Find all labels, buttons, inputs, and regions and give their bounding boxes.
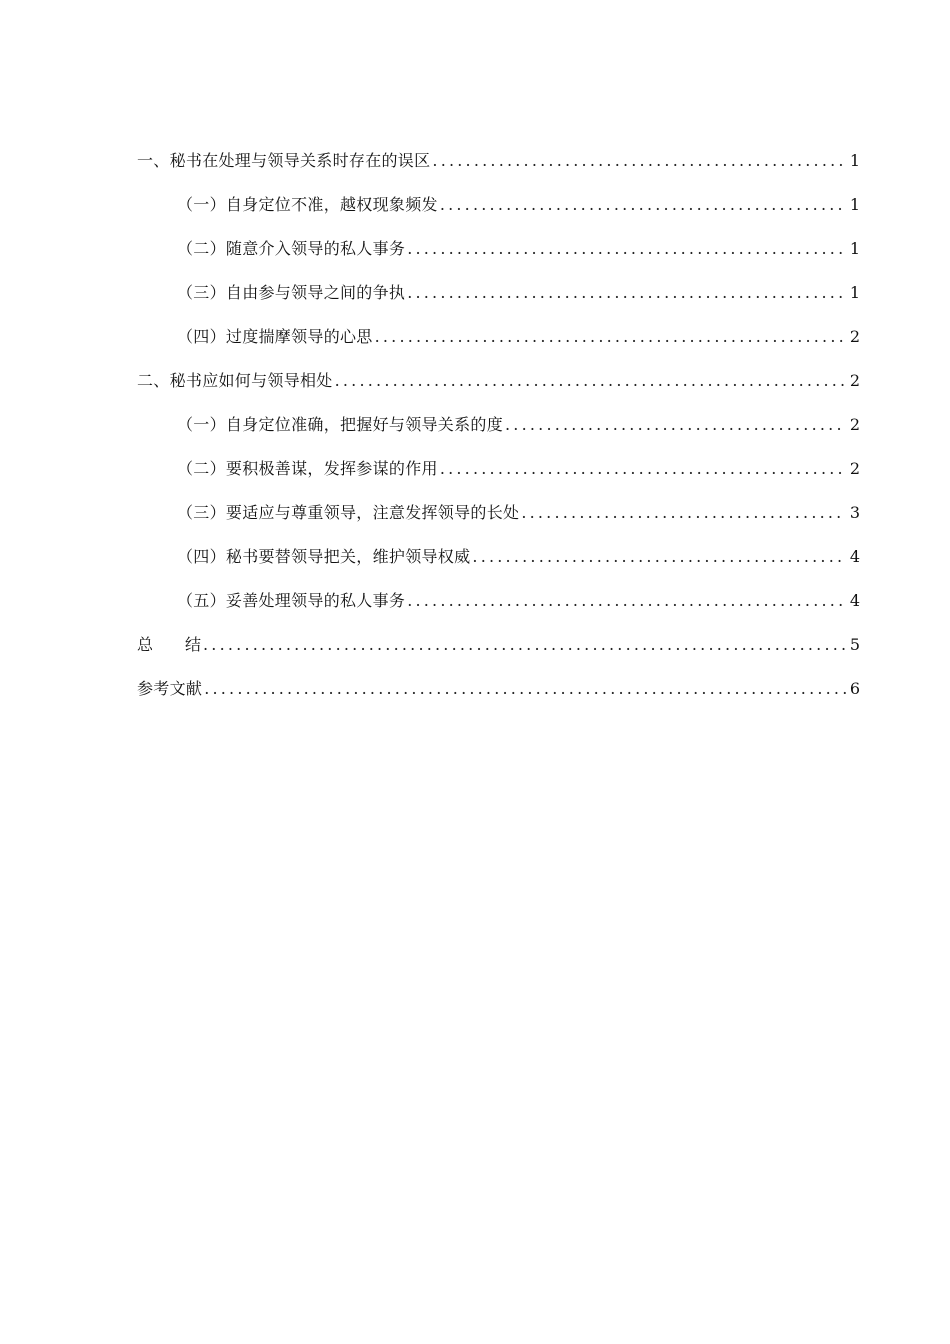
toc-dot-leader [375,322,846,352]
toc-entry[interactable] [137,234,860,278]
toc-dot-leader [407,278,846,308]
toc-dot-leader [204,674,846,704]
toc-page-number: 2 [849,415,860,434]
toc-entry[interactable] [137,410,860,454]
toc-dot-leader [432,146,845,176]
toc-dot-leader [521,498,846,528]
toc-entry[interactable] [137,366,860,410]
toc-page-number: 2 [849,371,860,390]
toc-entry-title: （三）要适应与尊重领导，注意发挥领导的长处 [177,503,520,522]
toc-entry-title: （二）要积极善谋，发挥参谋的作用 [177,459,438,478]
toc-entry-title: 一、秘书在处理与领导关系时存在的误区 [137,151,431,170]
toc-page-number: 1 [849,151,860,170]
toc-dot-leader [440,190,846,220]
toc-entry-title: 总 结 [137,635,202,654]
toc-page-number: 3 [849,503,860,522]
toc-dot-leader [407,586,846,616]
table-of-contents [137,146,860,718]
toc-entry-title: （二）随意介入领导的私人事务 [177,239,406,258]
toc-dot-leader [407,234,846,264]
toc-entry-title: 二、秘书应如何与领导相处 [137,371,333,390]
toc-entry-title: （三）自由参与领导之间的争执 [177,283,406,302]
toc-dot-leader [505,410,846,440]
toc-dot-leader [335,366,846,396]
toc-dot-leader [472,542,845,572]
toc-entry[interactable] [137,454,860,498]
toc-page-number: 5 [849,635,860,654]
toc-page-number: 1 [849,283,860,302]
toc-page-number: 6 [849,679,860,698]
toc-page-number: 2 [849,327,860,346]
toc-page-number: 4 [849,591,860,610]
toc-page-number: 1 [849,239,860,258]
toc-entry-title: （一）自身定位准确，把握好与领导关系的度 [177,415,504,434]
toc-page-number: 2 [849,459,860,478]
toc-page-number: 4 [849,547,860,566]
toc-entry[interactable] [137,190,860,234]
toc-dot-leader [440,454,846,484]
toc-entry-title: 参考文献 [137,679,203,698]
toc-entry-title: （四）秘书要替领导把关，维护领导权威 [177,547,471,566]
toc-entry-title: （一）自身定位不准，越权现象频发 [177,195,438,214]
toc-dot-leader [203,630,846,660]
toc-entry[interactable] [137,674,860,718]
toc-entry[interactable] [137,278,860,322]
toc-entry[interactable] [137,542,860,586]
toc-entry-title: （五）妥善处理领导的私人事务 [177,591,406,610]
toc-entry[interactable] [137,146,860,190]
toc-entry[interactable] [137,322,860,366]
toc-page-number: 1 [849,195,860,214]
toc-entry-title: （四）过度揣摩领导的心思 [177,327,373,346]
toc-entry[interactable] [137,586,860,630]
toc-entry[interactable] [137,498,860,542]
toc-entry[interactable] [137,630,860,674]
